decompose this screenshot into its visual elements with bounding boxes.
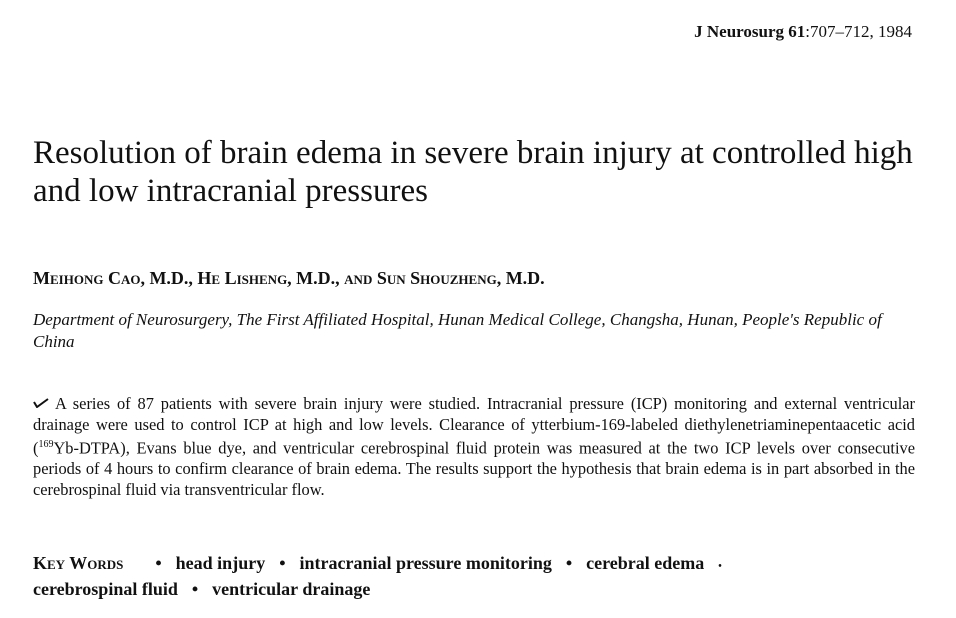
abstract-text-part2: Yb-DTPA), Evans blue dye, and ventricular cerebrospinal fluid protein was measured at the two ICP levels over consecutive periods of 4 hours to confirm clearance of brain edema. The results support the hypothesis that brain edema is in part absorbed in the cerebrospinal fluid via transventricular flow. — [33, 438, 915, 499]
affiliation: Department of Neurosurgery, The First Affiliated Hospital, Hunan Medical College, Changsha, Hunan, People's Republic of China — [33, 310, 882, 351]
keyword-bullet: • — [565, 553, 573, 573]
article-title: Resolution of brain edema in severe brain injury at controlled high and low intracranial pressures — [33, 135, 913, 209]
author-list: Meihong Cao, M.D., He Lisheng, M.D., and Sun Shouzheng, M.D. — [33, 268, 545, 288]
keyword-item: ventricular drainage — [212, 579, 371, 599]
journal-volume: 61 — [788, 22, 806, 41]
keywords-label: Key Words — [33, 553, 124, 573]
isotope-superscript: 169 — [38, 439, 54, 451]
journal-citation — [694, 22, 912, 42]
checkmark-icon — [33, 398, 49, 408]
keyword-item: cerebrospinal fluid — [33, 579, 178, 599]
keywords-section — [33, 552, 923, 601]
keyword-bullet: • — [155, 553, 162, 573]
keyword-bullet: • — [191, 579, 199, 599]
journal-pages: :707–712, 1984 — [805, 22, 912, 41]
keyword-bullet: • — [718, 561, 722, 572]
abstract — [33, 394, 915, 500]
keyword-item: head injury — [175, 553, 266, 573]
keyword-item: intracranial pressure monitoring — [299, 553, 552, 573]
keyword-bullet: • — [279, 553, 286, 573]
journal-name: J Neurosurg — [694, 22, 785, 41]
keyword-item: cerebral edema — [586, 553, 705, 573]
abstract-text-part1: A series of 87 patients with severe brain injury were studied. Intracranial pressure (ICP) monitoring and external ventricular drainage were used to control ICP at high and low levels. Clearance of ytterbium-169-labeled diethylenetriaminepentaacetic acid ( — [33, 394, 915, 458]
